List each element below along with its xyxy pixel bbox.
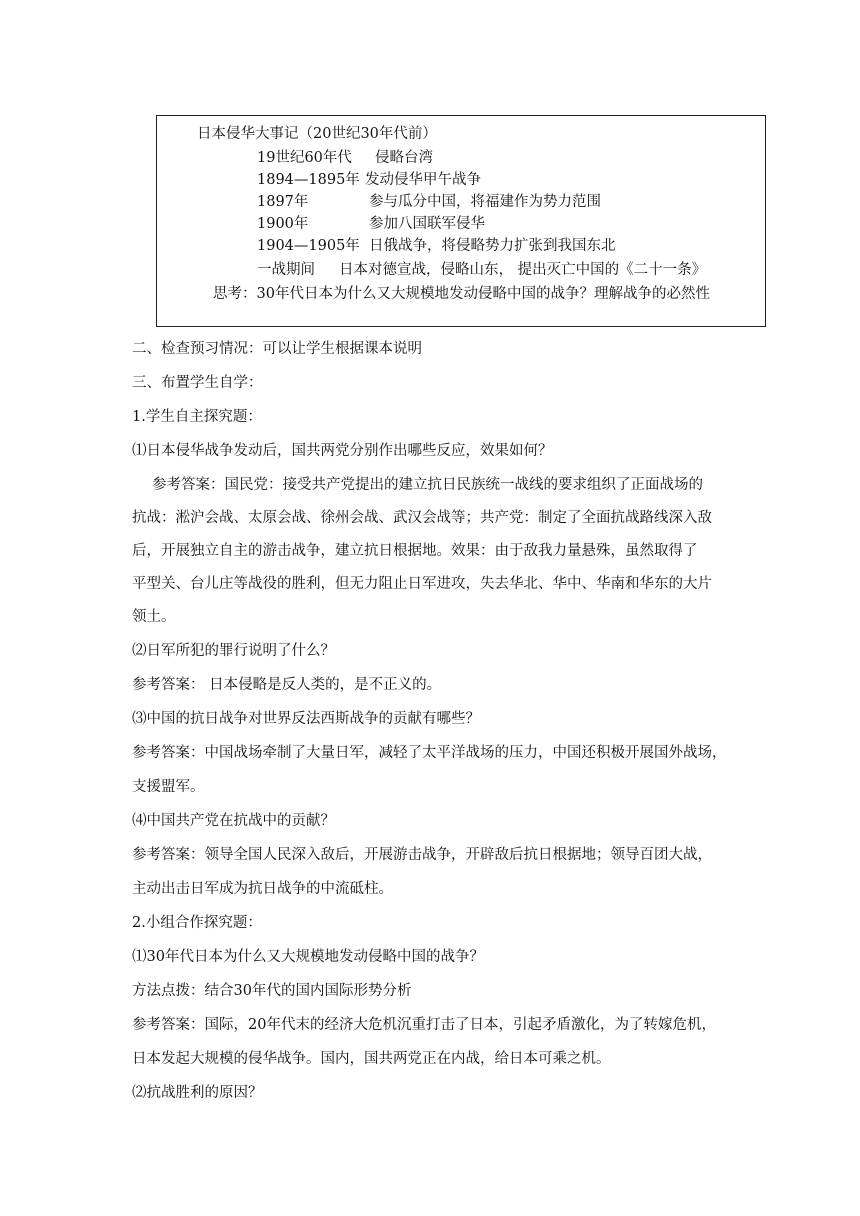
answer-line: 主动出击日军成为抗日战争的中流砥柱。 bbox=[132, 881, 393, 897]
answer-line: 平型关、台儿庄等战役的胜利，但无力阻止日军进攻，失去华北、华中、华南和华东的大片 bbox=[132, 576, 712, 592]
timeline-thinking-question: 思考：30年代日本为什么又大规模地发动侵略中国的战争？理解战争的必然性 bbox=[213, 286, 710, 302]
timeline-entry bbox=[257, 170, 757, 190]
answer-line: 后，开展独立自主的游击战争，建立抗日根据地。效果：由于敌我力量悬殊，虽然取得了 bbox=[132, 543, 698, 559]
method-hint: 方法点拨：结合30年代的国内国际形势分析 bbox=[132, 983, 412, 999]
answer-line: 参考答案：国民党：接受共产党提出的建立抗日民族统一战线的要求组织了正面战场的 bbox=[152, 477, 703, 493]
timeline-entry bbox=[257, 260, 757, 280]
answer-line: 日本发起大规模的侵华战争。国内，国共两党正在内战，给日本可乘之机。 bbox=[132, 1051, 611, 1067]
timeline-title: 日本侵华大事记（20世纪30年代前） bbox=[197, 126, 437, 142]
question: ⑶中国的抗日战争对世界反法西斯战争的贡献有哪些？ bbox=[132, 711, 480, 727]
question: ⑴30年代日本为什么又大规模地发动侵略中国的战争？ bbox=[132, 949, 484, 965]
timeline-date: 1894—1895年 bbox=[257, 172, 360, 188]
timeline-event: 侵略台湾 bbox=[375, 150, 433, 166]
timeline-date: 19世纪60年代 bbox=[257, 150, 352, 166]
timeline-event: 日本对德宣战，侵略山东， 提出灭亡中国的《二十一条》 bbox=[339, 262, 707, 278]
timeline-date: 1904—1905年 bbox=[257, 238, 360, 254]
question: ⑵日军所犯的罪行说明了什么？ bbox=[132, 643, 335, 659]
question: ⑵抗战胜利的原因？ bbox=[132, 1085, 263, 1101]
section-heading: 三、布置学生自学： bbox=[132, 375, 263, 391]
timeline-event: 日俄战争，将侵略势力扩张到我国东北 bbox=[369, 238, 616, 254]
answer-line: 参考答案： 日本侵略是反人类的，是不正义的。 bbox=[132, 677, 442, 693]
question: ⑷中国共产党在抗战中的贡献？ bbox=[132, 813, 335, 829]
answer-line: 参考答案：国际，20年代末的经济大危机沉重打击了日本，引起矛盾激化，为了转嫁危机， bbox=[132, 1017, 716, 1033]
timeline-date: 1900年 bbox=[257, 216, 309, 232]
answer-line: 支援盟军。 bbox=[132, 779, 205, 795]
item-heading: 2.小组合作探究题： bbox=[132, 915, 262, 931]
timeline-event: 参加八国联军侵华 bbox=[369, 216, 485, 232]
section-heading: 二、检查预习情况：可以让学生根据课本说明 bbox=[132, 341, 422, 357]
timeline-entry bbox=[257, 214, 757, 234]
item-heading: 1.学生自主探究题： bbox=[132, 409, 262, 425]
timeline-event: 参与瓜分中国，将福建作为势力范围 bbox=[369, 194, 601, 210]
timeline-entry bbox=[257, 236, 757, 256]
timeline-entry bbox=[257, 192, 757, 212]
timeline-box bbox=[156, 115, 766, 327]
timeline-date: 1897年 bbox=[257, 194, 309, 210]
answer-line: 参考答案：领导全国人民深入敌后，开展游击战争，开辟敌后抗日根据地；领导百团大战， bbox=[132, 847, 712, 863]
answer-line: 领土。 bbox=[132, 609, 176, 625]
timeline-entry bbox=[257, 148, 757, 168]
timeline-event: 发动侵华甲午战争 bbox=[365, 172, 481, 188]
answer-line: 参考答案：中国战场牵制了大量日军，减轻了太平洋战场的压力，中国还积极开展国外战场， bbox=[132, 745, 727, 761]
question: ⑴日本侵华战争发动后，国共两党分别作出哪些反应，效果如何？ bbox=[132, 443, 553, 459]
answer-line: 抗战：淞沪会战、太原会战、徐州会战、武汉会战等；共产党：制定了全面抗战路线深入敌 bbox=[132, 510, 712, 526]
timeline-date: 一战期间 bbox=[257, 262, 315, 278]
